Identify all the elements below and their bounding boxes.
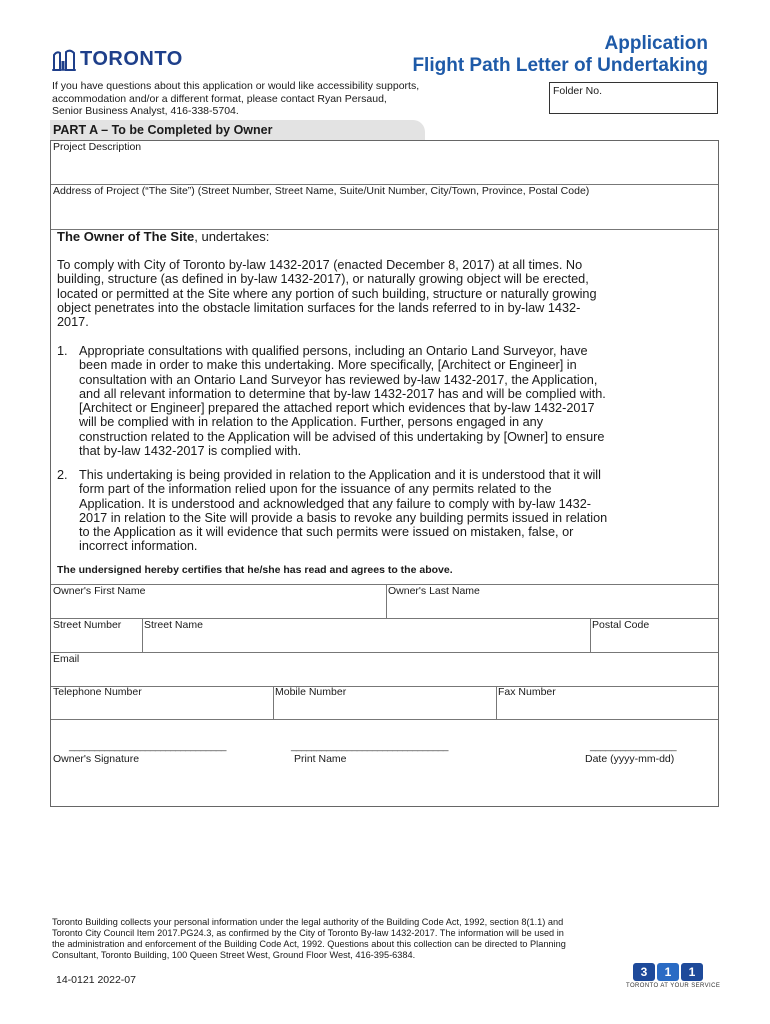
divider xyxy=(51,719,718,720)
logo-text: TORONTO xyxy=(80,48,183,70)
undertaking-heading xyxy=(57,229,269,244)
owner-last-name-field[interactable] xyxy=(387,584,719,618)
list-line: [Architect or Engineer] prepared the attached report which evidences that by-law 1432-2017 xyxy=(79,401,595,416)
date-label: Date (yyyy-mm-dd) xyxy=(585,753,675,765)
email-field[interactable] xyxy=(51,652,718,686)
privacy-notice xyxy=(52,917,712,961)
contact-line: Senior Business Analyst, 416-338-5704. xyxy=(52,105,239,117)
list-line: been made in order to make this undertaking. More specifically, [Architect or Engineer] in xyxy=(79,358,577,373)
owner-first-name-field[interactable] xyxy=(51,584,386,618)
list-line: This undertaking is being provided in relation to the Application and it is understood that it will xyxy=(79,468,601,482)
owner-first-name-label: Owner's First Name xyxy=(53,585,146,597)
paragraph-line: located or permitted at the Site where any portion of such building, structure or naturally growing xyxy=(57,286,597,301)
page-title: Application xyxy=(604,33,708,54)
list-number: 1. xyxy=(57,344,68,358)
project-address-label: Address of Project (“The Site”) (Street Number, Street Name, Suite/Unit Number, City/Town, Province, Postal Code) xyxy=(53,185,590,197)
folder-number-field[interactable] xyxy=(549,82,718,114)
list-line: to the Application as it will evidence that such permits were issued on mistaken, false, or xyxy=(79,525,574,540)
street-number-field[interactable] xyxy=(51,618,142,652)
311-tagline: TORONTO AT YOUR SERVICE xyxy=(626,983,721,989)
postal-code-field[interactable] xyxy=(591,618,719,652)
paragraph-line: 2017. xyxy=(57,315,89,330)
toronto-logo xyxy=(52,48,183,71)
paragraph-line: object penetrates into the obstacle limitation surfaces for the lands referred to in by-law 1432- xyxy=(57,300,581,315)
telephone-field[interactable] xyxy=(51,686,273,719)
project-description-label: Project Description xyxy=(53,141,142,153)
notice-line: Consultant, Toronto Building, 100 Queen Street West, Ground Floor West, 416-395-6384. xyxy=(52,950,416,960)
list-line: construction related to the Application will be advised of this undertaking by [Owner] to ensure xyxy=(79,429,605,444)
form-number: 14-0121 2022-07 xyxy=(56,974,136,986)
list-line: 2017 in relation to the Site will provide a basis to revoke any building permits issued in relation xyxy=(79,510,608,525)
fax-label: Fax Number xyxy=(498,686,556,698)
folder-number-label: Folder No. xyxy=(553,85,603,97)
list-line: consultation with an Ontario Land Surveyor has reviewed by-law 1432-2017, the Application, xyxy=(79,372,598,387)
contact-info xyxy=(52,80,522,118)
list-line: form part of the information relied upon for the issuance of any permits related to the xyxy=(79,482,552,497)
street-number-label: Street Number xyxy=(53,619,122,631)
project-description-field[interactable] xyxy=(51,141,718,184)
email-label: Email xyxy=(53,653,80,665)
notice-line: the administration and enforcement of the Building Code Act, 1992. Questions about this collection can be directed to Planning xyxy=(52,939,566,949)
certification-statement: The undersigned hereby certifies that he/she has read and agrees to the above. xyxy=(57,564,453,576)
mobile-field[interactable] xyxy=(274,686,496,719)
owner-bold: The Owner of The Site xyxy=(57,229,195,244)
list-line: Application. It is understood and acknowledged that any failure to comply with by-law 1432- xyxy=(79,496,592,511)
owner-signature-label: Owner's Signature xyxy=(53,753,140,765)
telephone-label: Telephone Number xyxy=(53,686,142,698)
street-name-label: Street Name xyxy=(144,619,203,631)
311-logo xyxy=(633,963,703,981)
date-line[interactable]: _________________ xyxy=(590,741,677,752)
fax-field[interactable] xyxy=(497,686,719,719)
print-name-line[interactable]: _______________________________ xyxy=(291,741,448,752)
list-line: Appropriate consultations with qualified persons, including an Ontario Land Surveyor, have xyxy=(79,344,588,358)
notice-line: Toronto Building collects your personal information under the legal authority of the Building Code Act, 1992, section 8(1.1) and xyxy=(52,917,564,927)
badge-digit: 1 xyxy=(681,963,703,981)
paragraph-line: building, structure (as defined in by-law 1432-2017), or naturally growing object will be erected, xyxy=(57,272,589,287)
list-line: and all relevant information to determine that by-law 1432-2017 has and will be complied with. xyxy=(79,386,606,401)
paragraph-line: To comply with City of Toronto by-law 1432-2017 (enacted December 8, 2017) at all times. No xyxy=(57,258,583,272)
page-subtitle: Flight Path Letter of Undertaking xyxy=(412,55,708,76)
signature-line[interactable]: _______________________________ xyxy=(69,741,226,752)
postal-code-label: Postal Code xyxy=(592,619,650,631)
list-line: that by-law 1432-2017 is complied with. xyxy=(79,444,302,459)
owner-rest: , undertakes: xyxy=(194,229,270,244)
part-a-heading: PART A – To be Completed by Owner xyxy=(53,123,273,137)
badge-digit: 1 xyxy=(657,963,679,981)
list-line: will be complied with in relation to the Application. Further, persons engaged in any xyxy=(79,415,544,430)
print-name-label: Print Name xyxy=(294,753,347,765)
owner-last-name-label: Owner's Last Name xyxy=(388,585,480,597)
compliance-paragraph xyxy=(57,258,707,329)
list-number: 2. xyxy=(57,468,68,482)
street-name-field[interactable] xyxy=(143,618,590,652)
mobile-label: Mobile Number xyxy=(275,686,347,698)
badge-digit: 3 xyxy=(633,963,655,981)
notice-line: Toronto City Council Item 2017.PG24.3, as confirmed by the City of Toronto By-law 1432-2017. The information will be used in xyxy=(52,928,564,938)
list-line: incorrect information. xyxy=(79,539,198,554)
contact-line: accommodation and/or a different format, please contact Ryan Persaud, xyxy=(52,92,387,105)
project-address-field[interactable] xyxy=(51,184,718,229)
contact-line: If you have questions about this application or would like accessibility supports, xyxy=(52,80,420,92)
city-hall-icon xyxy=(52,49,76,71)
